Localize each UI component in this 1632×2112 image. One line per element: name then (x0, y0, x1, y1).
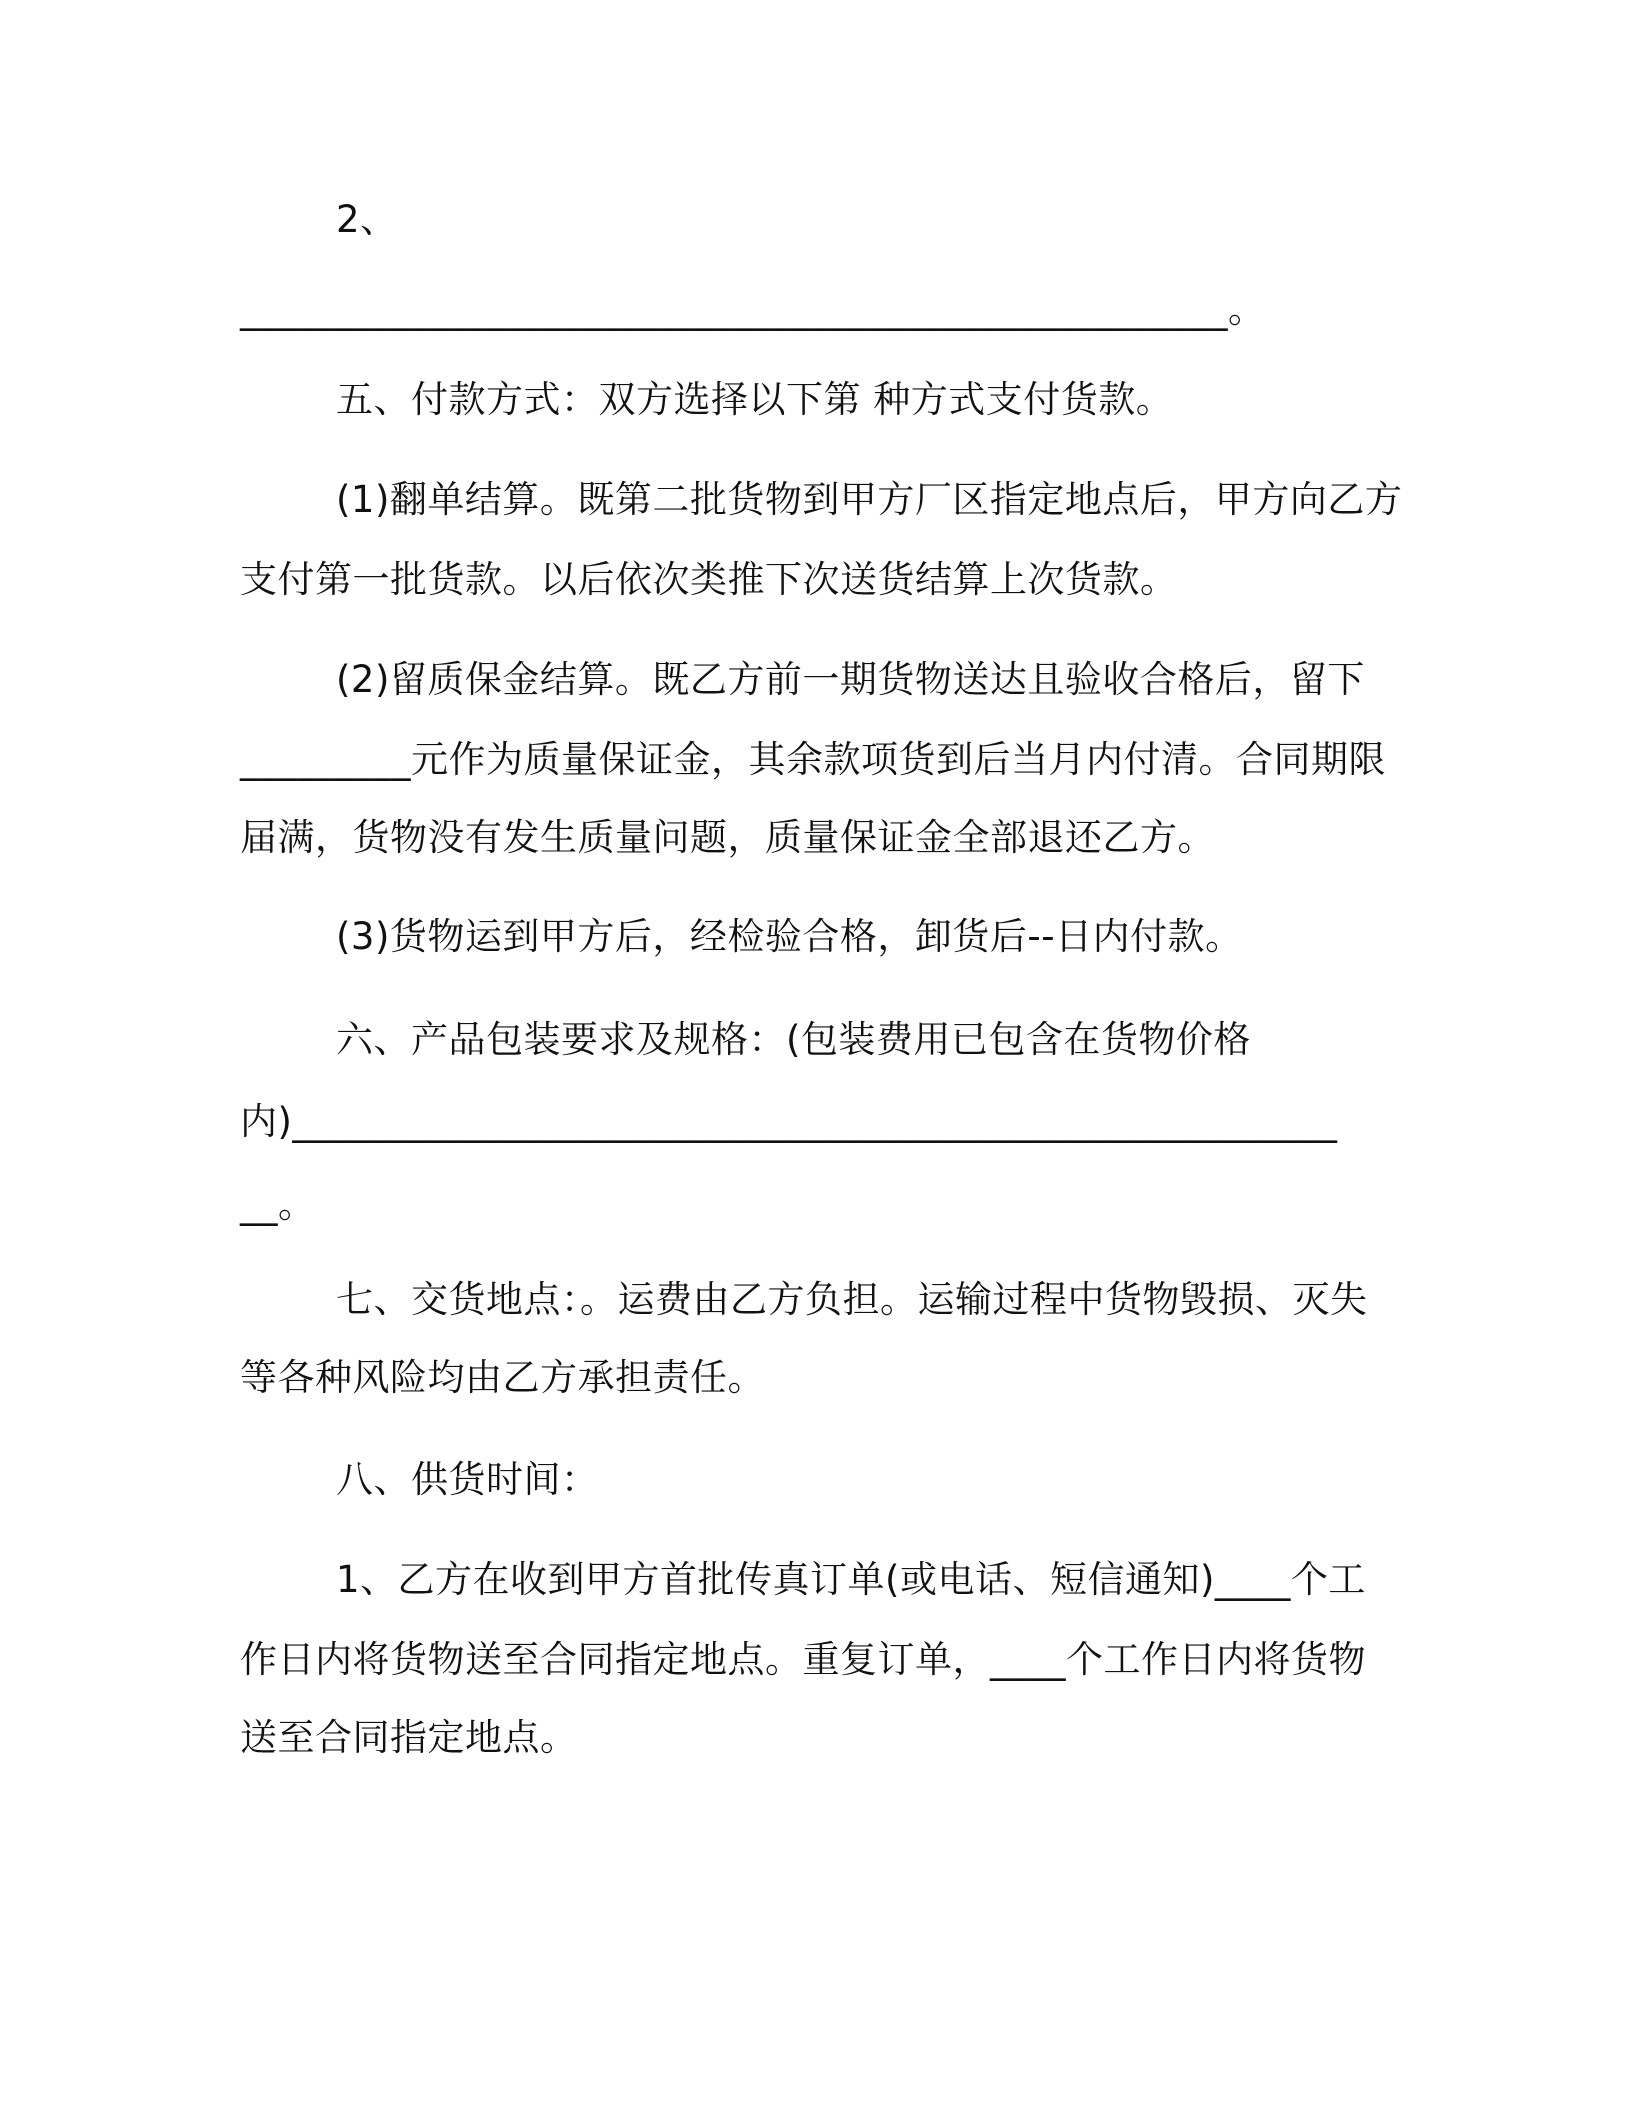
payment-option-2-line-2: _________元作为质量保证金，其余款项货到后当月内付清。合同期限 (240, 738, 1386, 781)
supply-time-item-1-line-1: 1、乙方在收到甲方首批传真订单(或电话、短信通知)____个工 (336, 1558, 1366, 1601)
section-6-heading-line-2: 内)_______________________________________________________ (240, 1100, 1338, 1143)
section-7-line-2: 等各种风险均由乙方承担责任。 (240, 1356, 765, 1399)
supply-time-item-1-line-2: 作日内将货物送至合同指定地点。重复订单，____个工作日内将货物 (240, 1638, 1366, 1681)
section-8-heading: 八、供货时间： (336, 1458, 599, 1501)
section-6-heading-line-1: 六、产品包装要求及规格：(包装费用已包含在货物价格 (336, 1018, 1251, 1061)
blank-fill-line: ____________________________________________________。 (240, 288, 1266, 331)
section-5-heading: 五、付款方式：双方选择以下第 种方式支付货款。 (336, 378, 1174, 421)
supply-time-item-1-line-3: 送至合同指定地点。 (240, 1716, 578, 1759)
payment-option-2-line-1: (2)留质保金结算。既乙方前一期货物送达且验收合格后，留下 (336, 658, 1365, 701)
payment-option-3: (3)货物运到甲方后，经检验合格，卸货后--日内付款。 (336, 915, 1243, 958)
item-number-2: 2、 (336, 198, 398, 241)
payment-option-1-line-2: 支付第一批货款。以后依次类推下次送货结算上次货款。 (240, 558, 1178, 601)
payment-option-1-line-1: (1)翻单结算。既第二批货物到甲方厂区指定地点后，甲方向乙方 (336, 478, 1403, 521)
section-7-line-1: 七、交货地点：。运费由乙方负担。运输过程中货物毁损、灭失 (336, 1278, 1368, 1321)
payment-option-2-line-3: 届满，货物没有发生质量问题，质量保证金全部退还乙方。 (240, 816, 1215, 859)
section-6-heading-line-3: __。 (240, 1183, 316, 1226)
